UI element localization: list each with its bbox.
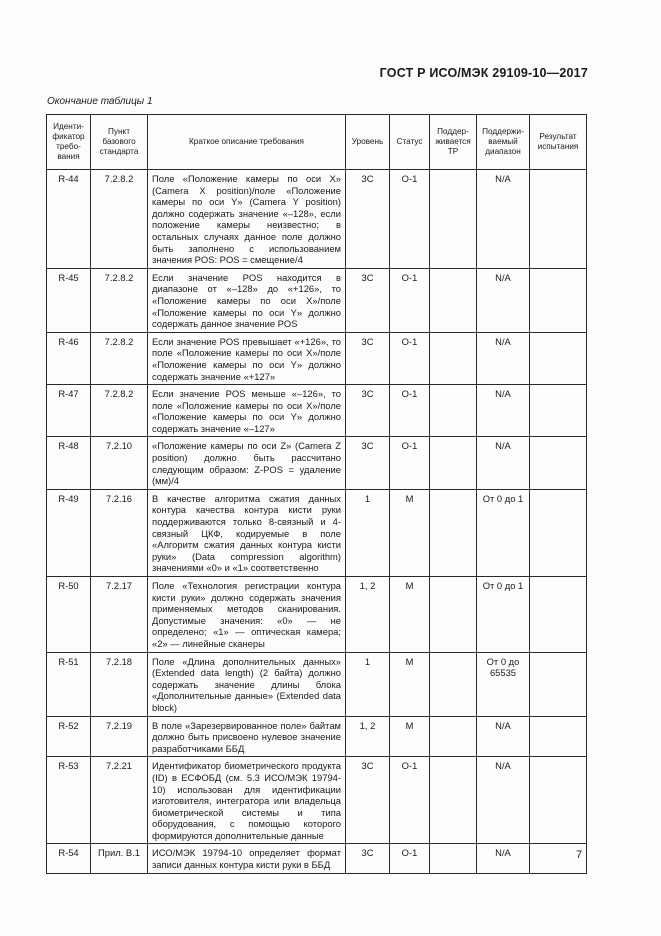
description-cell: «Положение камеры по оси Z» (Camera Z position) должно быть рассчитано следующим образом: Z-POS = удаление (мм)/4 <box>148 437 346 489</box>
table-row <box>47 170 587 269</box>
supported-tp-cell <box>430 437 477 489</box>
description-cell: В поле «Зарезервированное поле» байтам должно быть присвоено нулевое значение разработчиками ББД <box>148 716 346 757</box>
column-header: Пункт базового стандарта <box>91 115 148 170</box>
test-result-cell <box>530 332 587 384</box>
description-cell: В качестве алгоритма сжатия данных контура качества контура кисти руки поддерживаются только 8-связный и 4-связный ЦКФ, кодируемые в поле «Алгоритм сжатия данных контура кисти руки» (Data compression algorithm) значениями «0» и «1» соответственно <box>148 489 346 576</box>
test-result-cell <box>530 489 587 576</box>
clause-cell: 7.2.8.2 <box>91 268 148 332</box>
status-cell: M <box>390 716 430 757</box>
requirements-table <box>46 114 587 874</box>
supported-tp-cell <box>430 652 477 716</box>
table-row <box>47 757 587 844</box>
level-cell: 3C <box>346 757 390 844</box>
column-header: Результат испытания <box>530 115 587 170</box>
document-header: ГОСТ Р ИСО/МЭК 29109-10—2017 <box>379 66 588 80</box>
test-result-cell <box>530 268 587 332</box>
supported-tp-cell <box>430 489 477 576</box>
supported-range-cell: N/A <box>477 716 530 757</box>
table-row <box>47 652 587 716</box>
test-result-cell <box>530 170 587 269</box>
status-cell: O-1 <box>390 437 430 489</box>
column-header: Краткое описание требования <box>148 115 346 170</box>
supported-range-cell: N/A <box>477 170 530 269</box>
supported-tp-cell <box>430 577 477 653</box>
requirement-id-cell: R-46 <box>47 332 91 384</box>
level-cell: 1 <box>346 489 390 576</box>
level-cell: 3C <box>346 437 390 489</box>
supported-range-cell: От 0 до 1 <box>477 577 530 653</box>
supported-range-cell: От 0 до 1 <box>477 489 530 576</box>
level-cell: 3C <box>346 332 390 384</box>
table-row <box>47 385 587 437</box>
description-cell: ИСО/МЭК 19794-10 определяет формат записи данных контура кисти руки в ББД <box>148 844 346 873</box>
test-result-cell <box>530 716 587 757</box>
level-cell: 1, 2 <box>346 716 390 757</box>
supported-range-cell: N/A <box>477 332 530 384</box>
clause-cell: 7.2.8.2 <box>91 385 148 437</box>
test-result-cell <box>530 652 587 716</box>
supported-range-cell: N/A <box>477 844 530 873</box>
supported-tp-cell <box>430 716 477 757</box>
table-row <box>47 577 587 653</box>
clause-cell: Прил. B.1 <box>91 844 148 873</box>
requirement-id-cell: R-44 <box>47 170 91 269</box>
table-row <box>47 332 587 384</box>
requirement-id-cell: R-48 <box>47 437 91 489</box>
clause-cell: 7.2.8.2 <box>91 170 148 269</box>
status-cell: M <box>390 577 430 653</box>
status-cell: O-1 <box>390 332 430 384</box>
column-header: Поддержи-ваемый диапазон <box>477 115 530 170</box>
supported-tp-cell <box>430 170 477 269</box>
test-result-cell <box>530 577 587 653</box>
description-cell: Если значение POS меньше «–126», то поле «Положение камеры по оси X»/поле «Положение камеры по оси Y» должно содержать значение «–127» <box>148 385 346 437</box>
clause-cell: 7.2.18 <box>91 652 148 716</box>
clause-cell: 7.2.21 <box>91 757 148 844</box>
column-header: Иденти-фикатор требо-вания <box>47 115 91 170</box>
supported-range-cell: N/A <box>477 437 530 489</box>
column-header: Статус <box>390 115 430 170</box>
requirement-id-cell: R-51 <box>47 652 91 716</box>
requirement-id-cell: R-45 <box>47 268 91 332</box>
clause-cell: 7.2.10 <box>91 437 148 489</box>
column-header: Поддер-живается ТР <box>430 115 477 170</box>
requirement-id-cell: R-47 <box>47 385 91 437</box>
level-cell: 3C <box>346 844 390 873</box>
table-row <box>47 268 587 332</box>
supported-tp-cell <box>430 332 477 384</box>
description-cell: Поле «Длина дополнительных данных» (Extended data length) (2 байта) должно содержать значение длины блока «Дополнительные данные» (Extended data block) <box>148 652 346 716</box>
supported-tp-cell <box>430 757 477 844</box>
column-header: Уровень <box>346 115 390 170</box>
status-cell: O-1 <box>390 170 430 269</box>
requirement-id-cell: R-49 <box>47 489 91 576</box>
table-row <box>47 437 587 489</box>
supported-tp-cell <box>430 844 477 873</box>
requirement-id-cell: R-52 <box>47 716 91 757</box>
description-cell: Если значение POS превышает «+126», то поле «Положение камеры по оси X»/поле «Положение камеры по оси Y» должно содержать значение «+127» <box>148 332 346 384</box>
clause-cell: 7.2.17 <box>91 577 148 653</box>
description-cell: Поле «Технология регистрации контура кисти руки» должно содержать значения применяемых методов сканирования. Допустимые значения: «0» — не определено; «1» — оптическая камера; «2» — линейные сканеры <box>148 577 346 653</box>
level-cell: 3C <box>346 385 390 437</box>
test-result-cell <box>530 437 587 489</box>
level-cell: 1 <box>346 652 390 716</box>
table-row <box>47 844 587 873</box>
requirement-id-cell: R-54 <box>47 844 91 873</box>
test-result-cell <box>530 757 587 844</box>
status-cell: M <box>390 652 430 716</box>
table-row <box>47 489 587 576</box>
supported-tp-cell <box>430 268 477 332</box>
test-result-cell <box>530 385 587 437</box>
level-cell: 3C <box>346 268 390 332</box>
status-cell: O-1 <box>390 844 430 873</box>
description-cell: Если значение POS находится в диапазоне от «–128» до «+126», то «Положение камеры по оси X»/поле «Положение камеры по оси Y» должно содержать данное значение POS <box>148 268 346 332</box>
description-cell: Идентификатор биометрического продукта (ID) в ЕСФОБД (см. 5.3 ИСО/МЭК 19794-10) использован для идентификации изготовителя, интегратора или владельца биометрической системы и типа оборудования, с помощью которого формируются дополнительные данные <box>148 757 346 844</box>
level-cell: 1, 2 <box>346 577 390 653</box>
status-cell: O-1 <box>390 268 430 332</box>
page-number: 7 <box>576 849 583 861</box>
clause-cell: 7.2.16 <box>91 489 148 576</box>
clause-cell: 7.2.8.2 <box>91 332 148 384</box>
table-row <box>47 716 587 757</box>
status-cell: O-1 <box>390 385 430 437</box>
supported-range-cell: N/A <box>477 268 530 332</box>
supported-range-cell: N/A <box>477 385 530 437</box>
supported-range-cell: От 0 до 65535 <box>477 652 530 716</box>
level-cell: 3C <box>346 170 390 269</box>
description-cell: Поле «Положение камеры по оси X» (Camera X position)/поле «Положение камеры по оси Y» (Camera Y position) должно содержать значение «–128», если положение камеры неизвестно; в остальных случаях данное поле должно быть заполнено с использованием значения POS: POS = смещение/4 <box>148 170 346 269</box>
table-caption: Окончание таблицы 1 <box>47 96 153 107</box>
supported-tp-cell <box>430 385 477 437</box>
clause-cell: 7.2.19 <box>91 716 148 757</box>
table-header-row <box>47 115 587 170</box>
supported-range-cell: N/A <box>477 757 530 844</box>
status-cell: O-1 <box>390 757 430 844</box>
requirement-id-cell: R-50 <box>47 577 91 653</box>
requirement-id-cell: R-53 <box>47 757 91 844</box>
status-cell: M <box>390 489 430 576</box>
